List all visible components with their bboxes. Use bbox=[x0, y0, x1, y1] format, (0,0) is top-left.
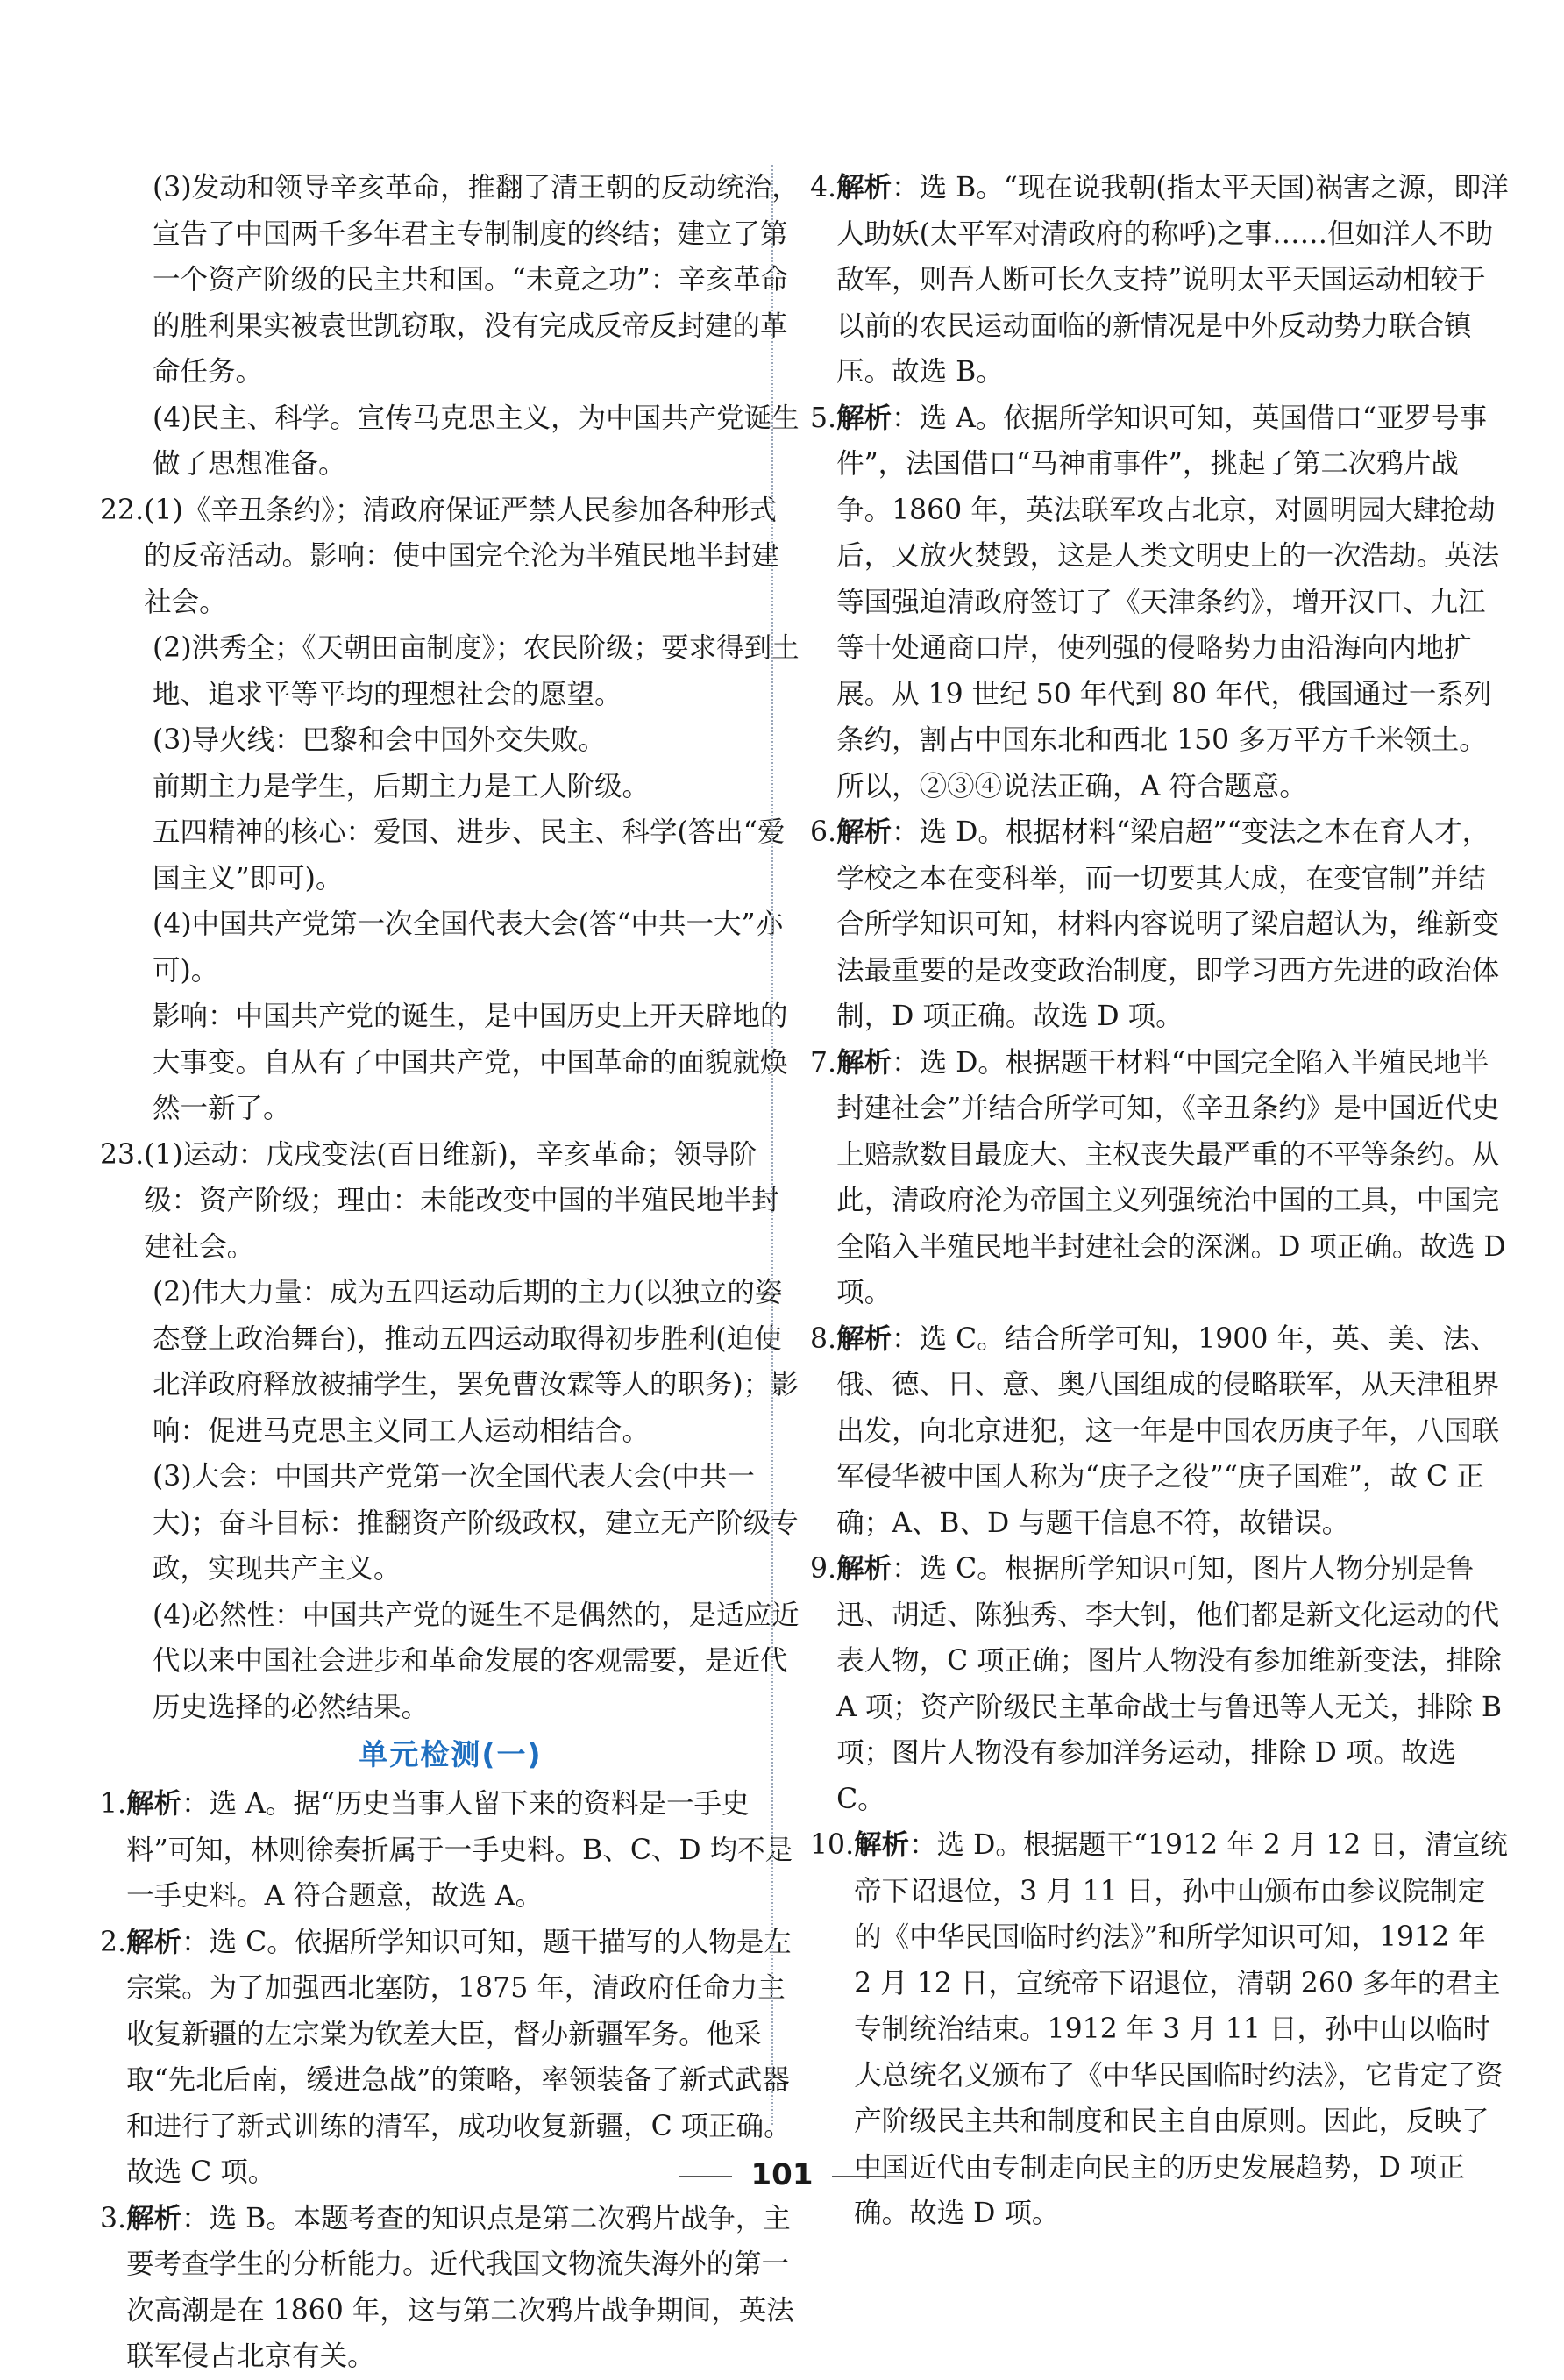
footer-dash bbox=[832, 2176, 885, 2177]
left-column bbox=[100, 165, 801, 2380]
question-number: 1. bbox=[100, 1788, 127, 1820]
analysis-label: 解析 bbox=[126, 1788, 182, 1820]
analysis-label: 解析 bbox=[836, 816, 892, 848]
answer-item bbox=[810, 165, 1511, 395]
answer-item bbox=[810, 1546, 1511, 1822]
answer-23 bbox=[100, 1132, 801, 1271]
question-number: 5. bbox=[810, 402, 837, 434]
answer-text: ：选 B。本题考查的知识点是第二次鸦片战争，主要考查学生的分析能力。近代我国文物流失海外的第一次高潮是在 1860 年，这与第二次鸦片战争期间，英法联军侵占北京有关。 bbox=[126, 2202, 794, 2372]
column-divider bbox=[771, 165, 773, 2125]
answer-23-part1: (1)运动：戊戌变法(百日维新)，辛亥革命；领导阶级：资产阶级；理由：未能改变中国的半殖民地半封建社会。 bbox=[144, 1138, 779, 1263]
answer-text: ：选 C。根据所学知识可知，图片人物分别是鲁迅、胡适、陈独秀、李大钊，他们都是新文化运动的代表人物，C 项正确；图片人物没有参加维新变法，排除 A 项；资产阶级民主革命战士与鲁迅等人无关，排除 B 项；图片人物没有参加洋务运动，排除 D 项。故选 C。 bbox=[836, 1553, 1502, 1815]
question-number: 6. bbox=[810, 816, 837, 848]
answer-22-part1: (1)《辛丑条约》；清政府保证严禁人民参加各种形式的反帝活动。影响：使中国完全沦为半殖民地半封建社会。 bbox=[144, 494, 779, 618]
right-column bbox=[810, 165, 1511, 2237]
answer-22-part2: (2)洪秀全；《天朝田亩制度》；农民阶级；要求得到土地、追求平等平均的理想社会的愿望。 bbox=[153, 632, 800, 710]
answer-text: ：选 A。据“历史当事人留下来的资料是一手史料”可知，林则徐奏折属于一手史料。B、C、D 均不是一手史料。A 符合题意，故选 A。 bbox=[126, 1788, 793, 1912]
answer-21-part3: (3)发动和领导辛亥革命，推翻了清王朝的反动统治，宣告了中国两千多年君主专制制度的终结；建立了第一个资产阶级的民主共和国。“未竟之功”：辛亥革命的胜利果实被袁世凯窃取，没有完成反帝反封建的革命任务。 bbox=[153, 172, 800, 388]
question-number: 10. bbox=[810, 1829, 855, 1861]
answer-item bbox=[810, 809, 1511, 1040]
footer-dash bbox=[679, 2176, 732, 2177]
analysis-label: 解析 bbox=[836, 402, 892, 434]
answer-22-line: 影响：中国共产党的诞生，是中国历史上开天辟地的大事变。自从有了中国共产党，中国革命的面貌就焕然一新了。 bbox=[153, 1001, 788, 1124]
answer-item bbox=[100, 1781, 801, 1920]
analysis-label: 解析 bbox=[836, 172, 892, 203]
answer-22-part3: (3)导火线：巴黎和会中国外交失败。 bbox=[153, 724, 607, 756]
answer-21-part4: (4)民主、科学。宣传马克思主义，为中国共产党诞生做了思想准备。 bbox=[153, 402, 800, 480]
answer-22-line: 前期主力是学生，后期主力是工人阶级。 bbox=[153, 770, 650, 802]
answer-item bbox=[100, 1920, 801, 2196]
analysis-label: 解析 bbox=[836, 1322, 892, 1355]
answer-text: ：选 D。根据材料“梁启超”“变法之本在育人才，学校之本在变科举，而一切要其大成，在变官制”并结合所学知识可知，材料内容说明了梁启超认为，维新变法最重要的是改变政治制度，即学习西方先进的政治体制，D 项正确。故选 D 项。 bbox=[836, 816, 1500, 1032]
answer-text: ：选 C。结合所学可知，1900 年，英、美、法、俄、德、日、意、奥八国组成的侵略联军，从天津租界出发，向北京进犯，这一年是中国农历庚子年，八国联军侵华被中国人称为“庚子之役”“庚子国难”，故 C 正确；A、B、D 与题干信息不符，故错误。 bbox=[836, 1322, 1500, 1539]
answer-22 bbox=[100, 488, 801, 626]
answer-22-line: 五四精神的核心：爱国、进步、民主、科学(答出“爱国主义”即可)。 bbox=[153, 816, 786, 894]
answer-22-part4: (4)中国共产党第一次全国代表大会(答“中共一大”亦可)。 bbox=[153, 909, 784, 987]
page-number: 101 bbox=[750, 2157, 814, 2192]
answer-item bbox=[810, 395, 1511, 810]
answer-23-part2: (2)伟大力量：成为五四运动后期的主力(以独立的姿态登上政治舞台)，推动五四运动取得初步胜利(迫使北洋政府释放被捕学生，罢免曹汝霖等人的职务)；影响：促进马克思主义同工人运动相结合。 bbox=[153, 1277, 799, 1447]
question-number: 22. bbox=[100, 494, 145, 526]
analysis-label: 解析 bbox=[126, 1926, 182, 1958]
answer-text: ：选 B。“现在说我朝(指太平天国)祸害之源，即洋人助妖(太平军对清政府的称呼)之事……但如洋人不助敌军，则吾人断可长久支持”说明太平天国运动相较于以前的农民运动面临的新情况是中外反动势力联合镇压。故选 B。 bbox=[836, 172, 1509, 388]
question-number: 8. bbox=[810, 1322, 837, 1355]
answer-text: ：选 D。根据题干材料“中国完全陷入半殖民地半封建社会”并结合所学可知，《辛丑条约》是中国近代史上赔款数目最庞大、主权丧失最严重的不平等条约。从此，清政府沦为帝国主义列强统治中国的工具，中国完全陷入半殖民地半封建社会的深渊。D 项正确。故选 D 项。 bbox=[836, 1046, 1506, 1308]
question-number: 3. bbox=[100, 2202, 127, 2234]
answer-text: ：选 C。依据所学知识可知，题干描写的人物是左宗棠。为了加强西北塞防，1875 年，清政府任命力主收复新疆的左宗棠为钦差大臣，督办新疆军务。他采取“先北后南，缓进急战”的策略，率领装备了新式武器和进行了新式训练的清军，成功收复新疆，C 项正确。故选 C 项。 bbox=[126, 1926, 792, 2188]
answer-text: ：选 A。依据所学知识可知，英国借口“亚罗号事件”，法国借口“马神甫事件”，挑起了第二次鸦片战争。1860 年，英法联军攻占北京，对圆明园大肆抢劫后，又放火焚毁，这是人类文明史上的一次浩劫。英法等国强迫清政府签订了《天津条约》，增开汉口、九江等十处通商口岸，使列强的侵略势力由沿海向内地扩展。从 19 世纪 50 年代到 80 年代，俄国通过一系列条约，割占中国东北和西北 150 多万平方千米领土。所以，②③④说法正确，A 符合题意。 bbox=[836, 402, 1500, 802]
answer-item bbox=[100, 2196, 801, 2380]
analysis-label: 解析 bbox=[854, 1829, 910, 1861]
question-number: 4. bbox=[810, 172, 837, 203]
question-number: 23. bbox=[100, 1138, 145, 1171]
question-number: 2. bbox=[100, 1926, 127, 1958]
section-title: 单元检测(一) bbox=[359, 1737, 543, 1771]
answer-text: ：选 D。根据题干“1912 年 2 月 12 日，清宣统帝下诏退位，3 月 11 日，孙中山颁布由参议院制定的《中华民国临时约法》”和所学知识可知，1912 年 2 月 12 日，宣统帝下诏退位，清朝 260 多年的君主专制统治结束。1912 年 3 月 11 日，孙中山以临时大总统名义颁布了《中华民国临时约法》，它肯定了资产阶级民主共和制度和民主自由原则。因此，反映了中国近代由专制走向民主的历史发展趋势，D 项正确。故选 D 项。 bbox=[854, 1829, 1508, 2229]
analysis-label: 解析 bbox=[126, 2202, 182, 2234]
answer-item bbox=[810, 1316, 1511, 1547]
page-footer bbox=[0, 2157, 1564, 2192]
answer-23-part4: (4)必然性：中国共产党的诞生不是偶然的，是适应近代以来中国社会进步和革命发展的客观需要，是近代历史选择的必然结果。 bbox=[153, 1599, 800, 1723]
analysis-label: 解析 bbox=[836, 1046, 892, 1079]
question-number: 9. bbox=[810, 1553, 837, 1585]
answer-23-part3: (3)大会：中国共产党第一次全国代表大会(中共一大)；奋斗目标：推翻资产阶级政权，建立无产阶级专政，实现共产主义。 bbox=[153, 1461, 799, 1585]
answer-item bbox=[810, 1040, 1511, 1316]
question-number: 7. bbox=[810, 1046, 837, 1079]
analysis-label: 解析 bbox=[836, 1553, 892, 1585]
